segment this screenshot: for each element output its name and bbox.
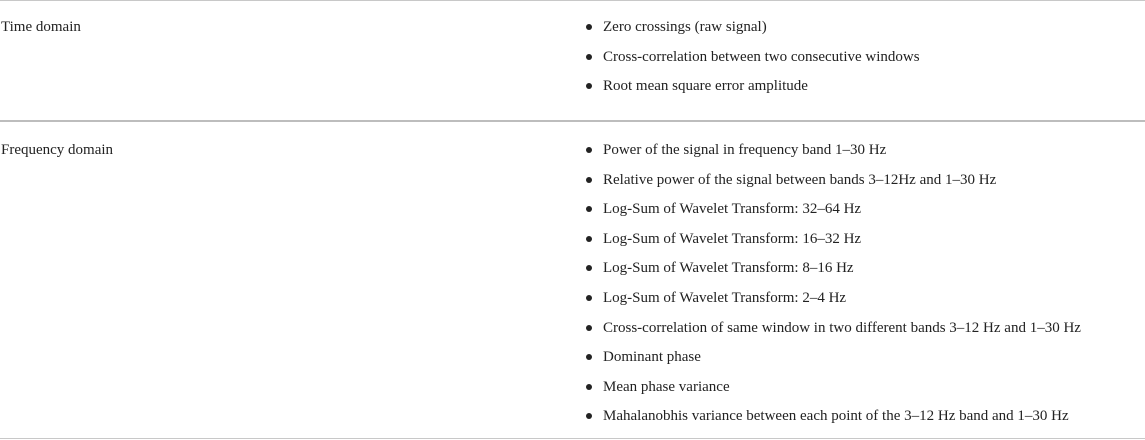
feature-text: Log-Sum of Wavelet Transform: 8–16 Hz [603,260,854,277]
feature-item [586,377,1081,407]
row-divider [0,120,1145,122]
feature-item [586,229,1081,259]
bullet-icon [586,83,592,89]
feature-text: Mahalanobhis variance between each point of the 3–12 Hz band and 1–30 Hz [603,408,1069,425]
feature-item [586,288,1081,318]
feature-item [586,140,1081,170]
feature-item [586,47,920,77]
bullet-icon [586,177,592,183]
bullet-icon [586,413,592,419]
feature-item [586,199,1081,229]
feature-item [586,170,1081,200]
bullet-icon [586,325,592,331]
feature-text: Dominant phase [603,349,701,366]
row-category-label: Frequency domain [1,142,114,158]
bullet-icon [586,147,592,153]
bullet-icon [586,295,592,301]
bullet-icon [586,265,592,271]
feature-text: Zero crossings (raw signal) [603,19,767,35]
bullet-icon [586,384,592,390]
feature-item [586,76,920,106]
bullet-icon [586,236,592,242]
feature-item [586,318,1081,348]
bullet-icon [586,354,592,360]
feature-text: Cross-correlation of same window in two different bands 3–12 Hz and 1–30 Hz [603,319,1081,336]
feature-text: Log-Sum of Wavelet Transform: 32–64 Hz [603,201,862,218]
feature-text: Log-Sum of Wavelet Transform: 16–32 Hz [603,230,862,247]
feature-item [586,347,1081,377]
feature-list [586,17,920,106]
feature-text: Power of the signal in frequency band 1–30 Hz [603,142,887,158]
bullet-icon [586,54,592,60]
feature-text: Cross-correlation between two consecutive windows [603,48,920,65]
feature-text: Log-Sum of Wavelet Transform: 2–4 Hz [603,289,847,306]
bullet-icon [586,24,592,30]
table-bottom-rule [0,438,1145,439]
feature-text: Mean phase variance [603,378,730,395]
row-category-label: Time domain [1,19,81,35]
table-top-rule [0,0,1145,1]
feature-item [586,258,1081,288]
feature-item [586,406,1081,436]
feature-item [586,17,920,47]
feature-text: Relative power of the signal between bands 3–12Hz and 1–30 Hz [603,171,997,188]
feature-list [586,140,1081,436]
feature-text: Root mean square error amplitude [603,78,808,95]
bullet-icon [586,206,592,212]
